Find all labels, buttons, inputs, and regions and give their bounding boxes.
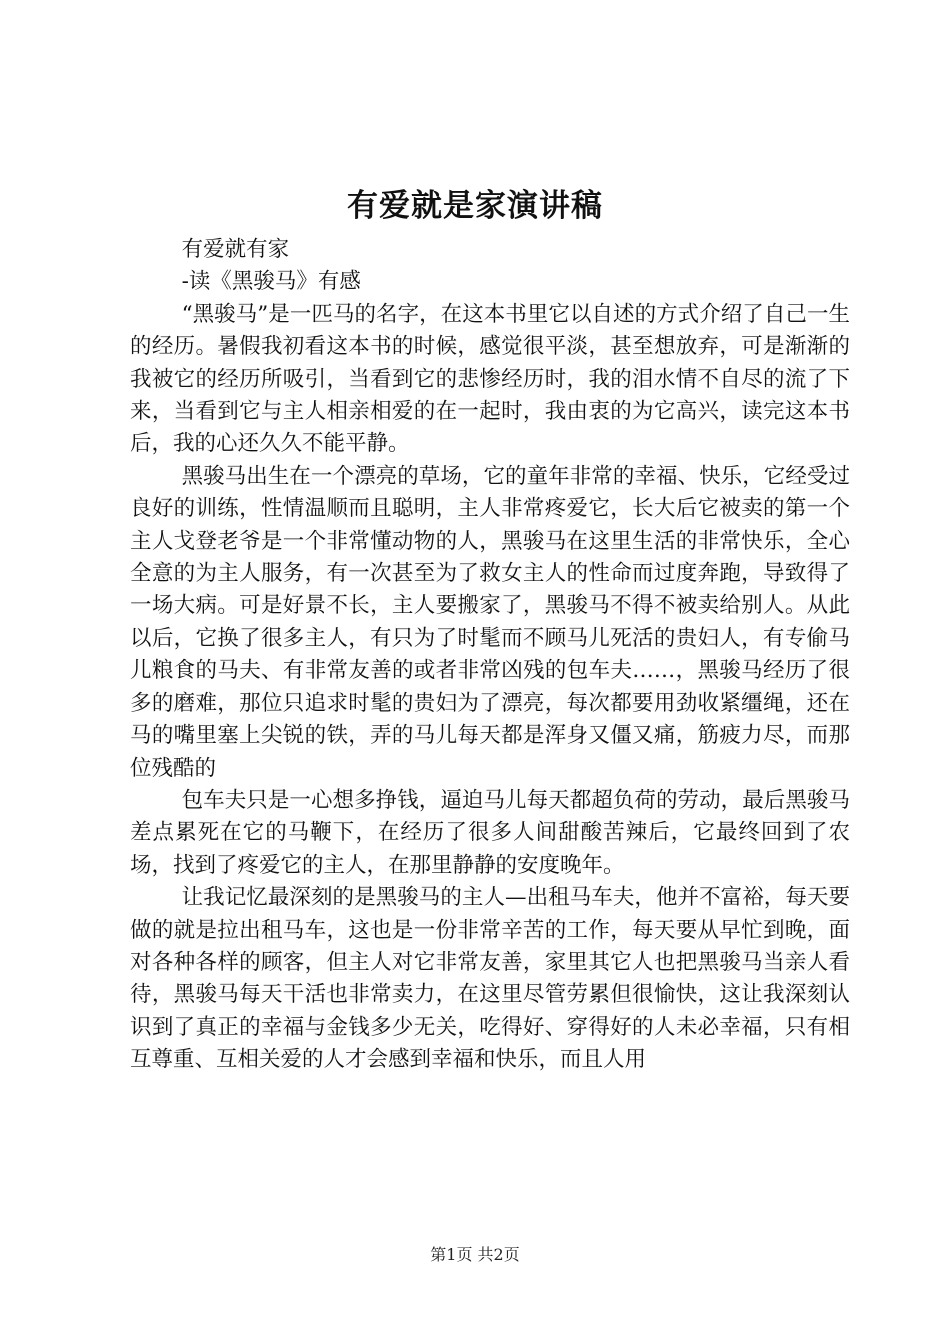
paragraph-4: 让我记忆最深刻的是黑骏马的主人—出租马车夫，他并不富裕，每天要做的就是拉出租马车，这也是一份非常辛苦的工作，每天要从早忙到晚，面对各种各样的顾客，但主人对它非常友善，家里其它人也把黑骏马当亲人看待，黑骏马每天干活也非常卖力，在这里尽管劳累但很愉快，这让我深刻认识到了真正的幸福与金钱多少无关，吃得好、穿得好的人未必幸福，只有相互尊重、互相关爱的人才会感到幸福和快乐，而且人用: [130, 885, 850, 1073]
document-title: 有爱就是家演讲稿: [347, 188, 603, 224]
subtitle-line-1: 有爱就有家: [181, 237, 290, 262]
paragraph-1: “黑骏马”是一匹马的名字，在这本书里它以自述的方式介绍了自己一生的经历。暑假我初看这本书的时候，感觉很平淡，甚至想放弃，可是渐渐的我被它的经历所吸引，当看到它的悲惨经历时，我的泪水情不自尽的流了下来，当看到它与主人相亲相爱的在一起时，我由衷的为它高兴，读完这本书后，我的心还久久不能平静。: [130, 301, 850, 457]
paragraph-2: 黑骏马出生在一个漂亮的草场，它的童年非常的幸福、快乐，它经受过良好的训练，性情温顺而且聪明，主人非常疼爱它，长大后它被卖的第一个主人戈登老爷是一个非常懂动物的人，黑骏马在这里生活的非常快乐，全心全意的为主人服务，有一次甚至为了救女主人的性命而过度奔跑，导致得了一场大病。可是好景不长，主人要搬家了，黑骏马不得不被卖给别人。从此以后，它换了很多主人，有只为了时髦而不顾马儿死活的贵妇人，有专偷马儿粮食的马夫、有非常友善的或者非常凶残的包车夫……，黑骏马经历了很多的磨难，那位只追求时髦的贵妇为了漂亮，每次都要用劲收紧缰绳，还在马的嘴里塞上尖锐的铁，弄的马儿每天都是浑身又僵又痛，筋疲力尽，而那位残酷的: [130, 463, 850, 781]
paragraph-3: 包车夫只是一心想多挣钱，逼迫马儿每天都超负荷的劳动，最后黑骏马差点累死在它的马鞭下，在经历了很多人间甜酸苦辣后，它最终回到了农场，找到了疼爱它的主人，在那里静静的安度晚年。: [130, 787, 850, 878]
page-number-footer: 第1页 共2页: [430, 1245, 520, 1264]
document-body: [130, 234, 850, 1077]
subtitle-line-2: -读《黑骏马》有感: [181, 269, 361, 295]
